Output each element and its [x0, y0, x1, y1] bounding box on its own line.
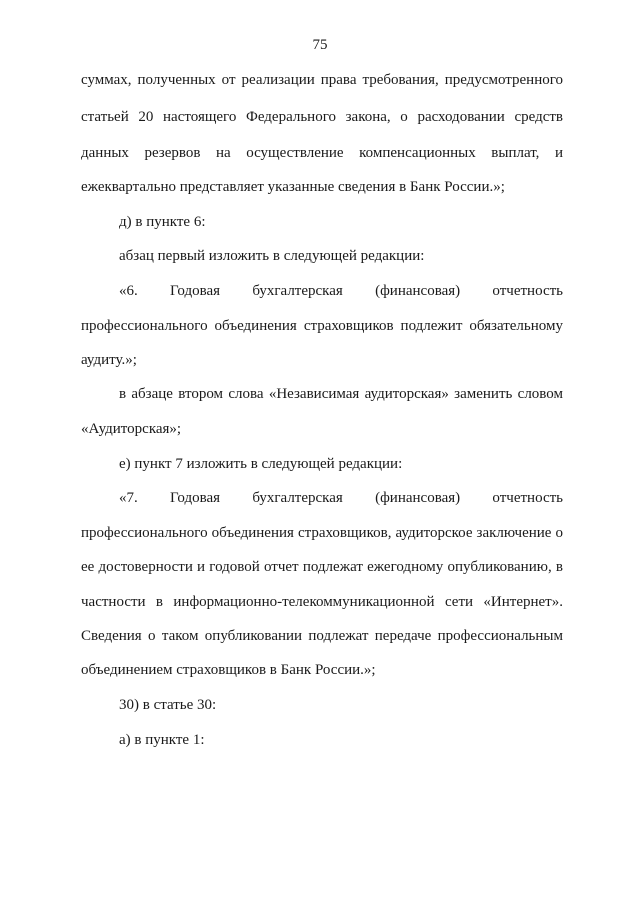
text-line: частности в информационно-телекоммуникационной сети «Интернет». — [81, 594, 563, 610]
text-line: «7. Годовая бухгалтерская (финансовая) отчетность — [119, 490, 563, 506]
text-line: ее достоверности и годовой отчет подлежат ежегодному опубликованию, в — [81, 559, 563, 575]
text-line: «Аудиторская»; — [81, 421, 182, 437]
text-line: статьей 20 настоящего Федерального закона, о расходовании средств — [81, 109, 563, 125]
text-line: ежеквартально представляет указанные сведения в Банк России.»; — [81, 179, 505, 195]
text-line: суммах, полученных от реализации права требования, предусмотренного — [81, 72, 563, 88]
text-line: абзац первый изложить в следующей редакции: — [119, 248, 425, 264]
text-line: аудиту.»; — [81, 352, 137, 368]
page-number: 75 — [312, 37, 328, 53]
text-line: объединением страховщиков в Банк России.»; — [81, 662, 376, 678]
text-line: Сведения о таком опубликовании подлежат передаче профессиональным — [81, 628, 563, 644]
text-line: профессионального объединения страховщиков подлежит обязательному — [81, 318, 563, 334]
text-line: е) пункт 7 изложить в следующей редакции: — [119, 456, 403, 472]
text-line: профессионального объединения страховщиков, аудиторское заключение о — [81, 525, 563, 541]
text-line: а) в пункте 1: — [119, 732, 205, 748]
text-line: в абзаце втором слова «Независимая аудиторская» заменить словом — [119, 386, 563, 402]
text-line: д) в пункте 6: — [119, 214, 206, 230]
text-line: «6. Годовая бухгалтерская (финансовая) отчетность — [119, 283, 563, 299]
text-line: 30) в статье 30: — [119, 697, 217, 713]
text-line: данных резервов на осуществление компенсационных выплат, и — [81, 145, 563, 161]
